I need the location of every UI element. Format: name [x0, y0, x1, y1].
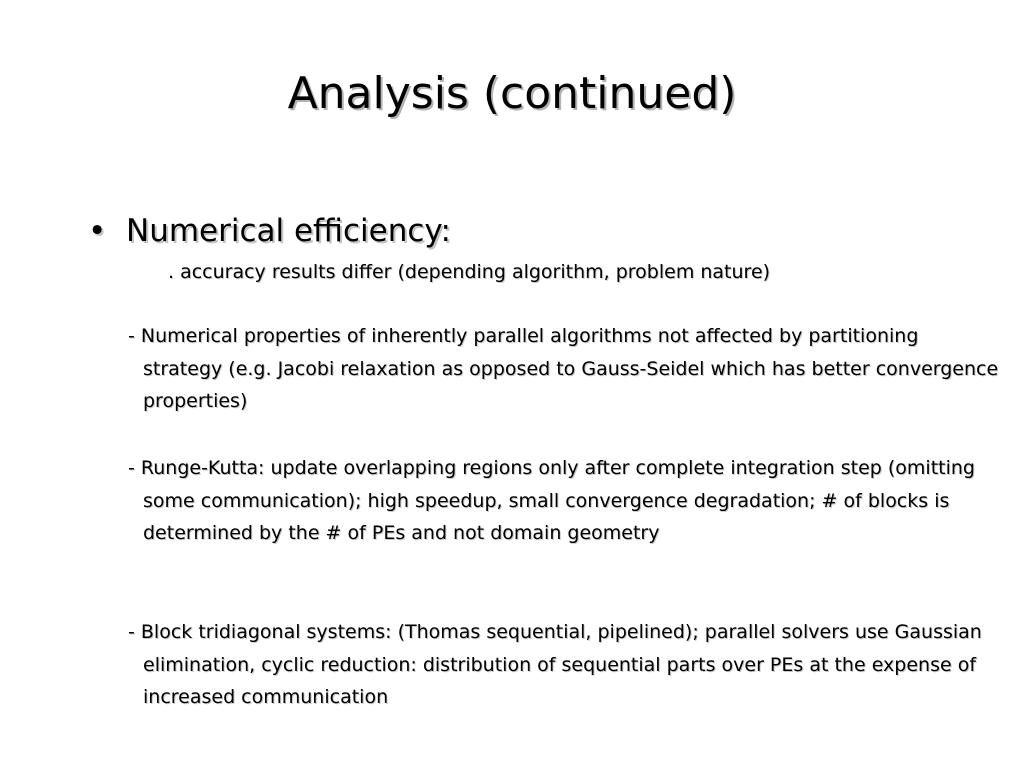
slide-title: Analysis (continued) [287, 68, 737, 119]
bullet-heading: Numerical efficiency: [126, 213, 451, 249]
bullet-subline: . accuracy results differ (depending algorithm, problem nature) [168, 261, 771, 283]
paragraph-runge-kutta: - Runge-Kutta: update overlapping regions only after complete integration step (omitting some communication); high speedup, small convergence degradation; # of blocks is determined by the # of PEs and not domain geometry [128, 457, 975, 545]
paragraph-parallel-algorithms: - Numerical properties of inherently parallel algorithms not affected by partitioning strategy (e.g. Jacobi relaxation as opposed to Gauss-Seidel which has better convergence properties) [128, 325, 999, 413]
bullet-marker: • [88, 213, 107, 249]
paragraph-block-tridiagonal: - Block tridiagonal systems: (Thomas sequential, pipelined); parallel solvers use Gaussian elimination, cyclic reduction: distribution of sequential parts over PEs at the expense of increased communication [128, 621, 982, 709]
bullet-item [88, 208, 451, 254]
